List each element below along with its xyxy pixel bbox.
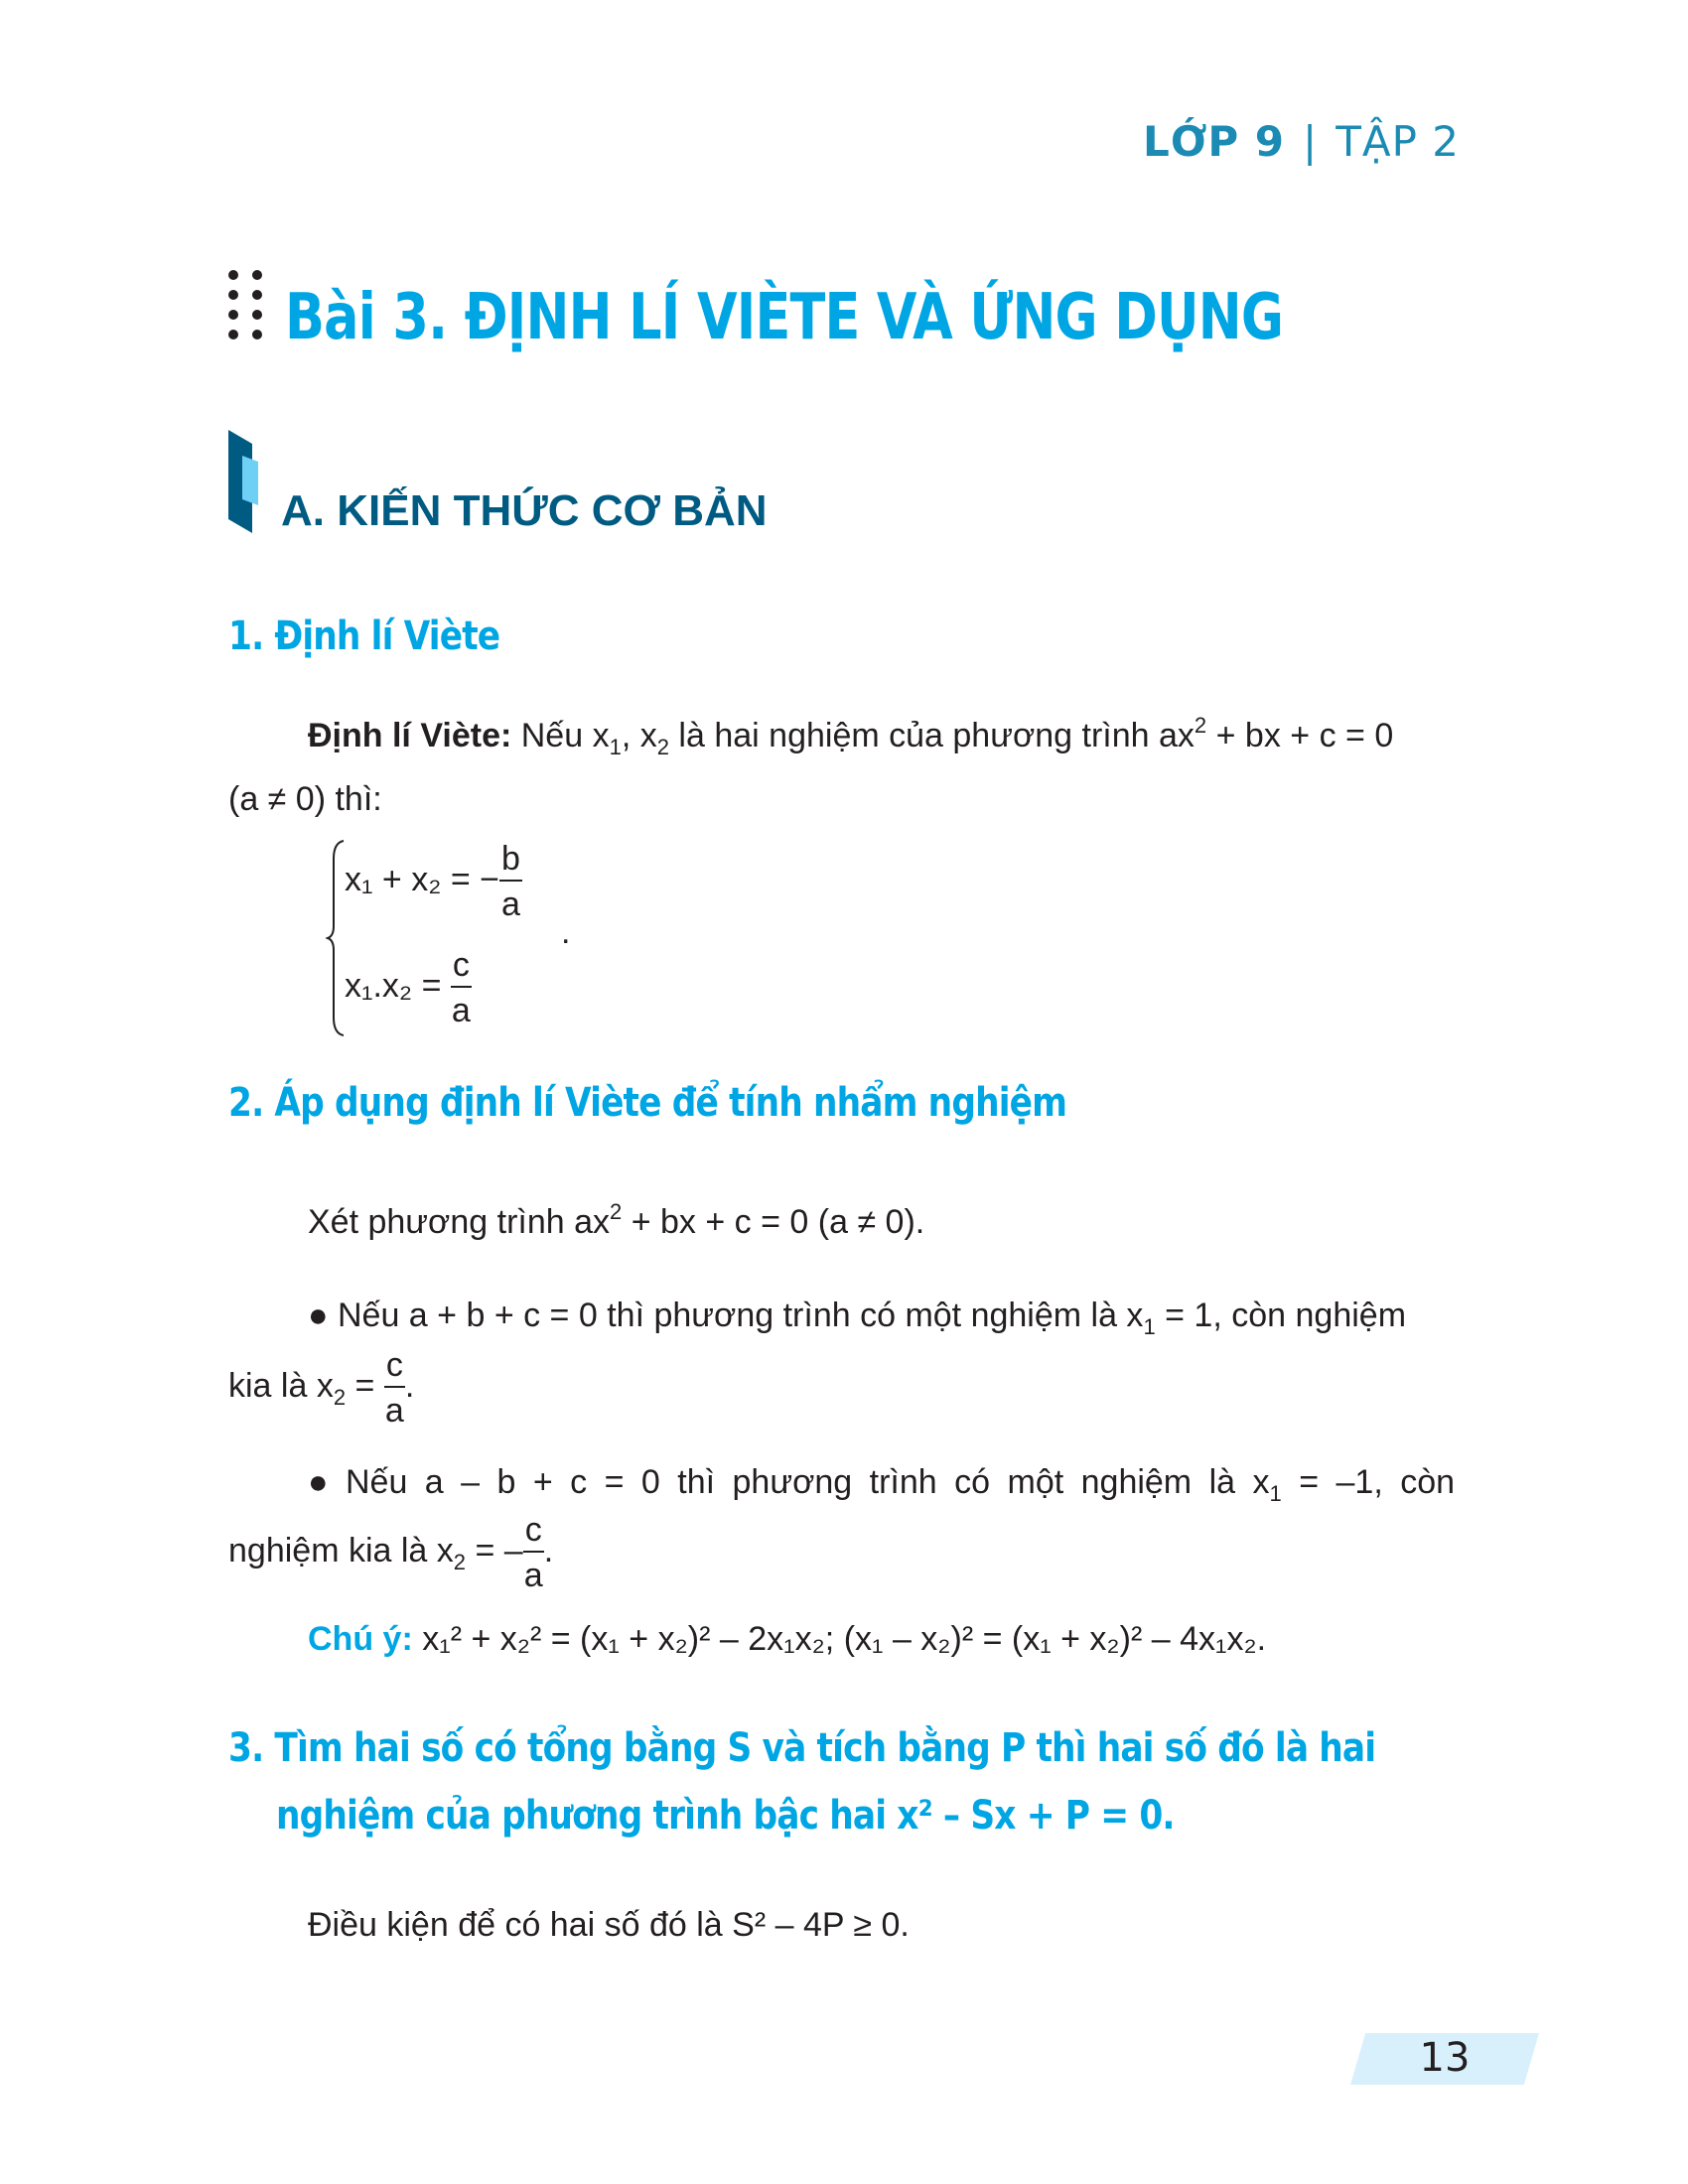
fraction xyxy=(523,1513,544,1592)
superscript: 2 xyxy=(1194,713,1207,738)
denominator: a xyxy=(451,992,471,1029)
denominator: a xyxy=(523,1557,543,1594)
theorem-condition: (a ≠ 0) thì: xyxy=(228,780,382,818)
viete-sum-equation xyxy=(345,842,522,921)
dots-icon xyxy=(228,270,268,349)
note-formula: x₁² + x₂² = (x₁ + x₂)² – 2x₁x₂; (x₁ – x₂)² = (x₁ + x₂)² – 4x₁x₂. xyxy=(422,1620,1267,1658)
bullet-text: nghiệm kia là x xyxy=(228,1531,454,1570)
theorem-text: + bx + c = 0 xyxy=(1206,717,1394,754)
bullet-2-line1 xyxy=(308,1463,1455,1507)
numerator: b xyxy=(499,842,522,882)
equation-lhs: x₁ + x₂ = − xyxy=(345,860,500,898)
bullet-text: = xyxy=(346,1366,384,1405)
header-separator: | xyxy=(1303,117,1319,166)
denominator: a xyxy=(384,1392,404,1430)
subscript: 1 xyxy=(1143,1314,1156,1339)
part3-heading-line1: 3. Tìm hai số có tổng bằng S và tích bằng P thì hai số đó là hai xyxy=(228,1725,1376,1771)
period: . xyxy=(543,1531,554,1570)
theorem-statement xyxy=(308,713,1393,760)
equation-lhs: x₁.x₂ = xyxy=(345,966,451,1005)
theorem-text: , x xyxy=(621,717,657,754)
intro-text: + bx + c = 0 (a ≠ 0). xyxy=(622,1203,925,1241)
part1-heading: 1. Định lí Viète xyxy=(228,614,500,659)
subscript: 2 xyxy=(333,1384,347,1410)
period: . xyxy=(404,1366,415,1405)
bullet-text: ● Nếu a + b + c = 0 thì phương trình có một nghiệm là x xyxy=(308,1297,1144,1334)
subscript: 2 xyxy=(656,735,669,759)
bullet-1-line2 xyxy=(228,1348,414,1428)
intro-text: Xét phương trình ax xyxy=(308,1203,611,1241)
viete-product-equation xyxy=(345,948,472,1027)
running-header xyxy=(1143,117,1460,166)
note xyxy=(308,1620,1266,1659)
part2-heading: 2. Áp dụng định lí Viète để tính nhẩm nghiệm xyxy=(228,1080,1067,1126)
section-marker-icon xyxy=(228,430,264,533)
part3-heading-line2: nghiệm của phương trình bậc hai x² – Sx + P = 0. xyxy=(276,1793,1175,1839)
theorem-label: Định lí Viète: xyxy=(308,717,512,754)
lesson-title: Bài 3. ĐỊNH LÍ VIÈTE VÀ ỨNG DỤNG xyxy=(285,281,1284,354)
volume-label: TẬP 2 xyxy=(1336,117,1460,166)
superscript: 2 xyxy=(610,1199,623,1224)
part3-condition: Điều kiện để có hai số đó là S² – 4P ≥ 0. xyxy=(308,1906,910,1944)
fraction xyxy=(499,842,522,921)
numerator: c xyxy=(451,948,472,988)
theorem-text: Nếu x xyxy=(520,717,610,754)
part2-intro xyxy=(308,1199,924,1242)
subscript: 2 xyxy=(453,1549,467,1574)
bullet-2-line2 xyxy=(228,1513,553,1592)
bullet-text: = 1, còn nghiệm xyxy=(1155,1297,1407,1334)
brace-icon xyxy=(326,839,346,1037)
system-end-dot: . xyxy=(561,913,571,951)
subscript: 1 xyxy=(1269,1481,1282,1506)
subscript: 1 xyxy=(609,735,622,759)
theorem-text: là hai nghiệm của phương trình ax xyxy=(668,717,1195,754)
page-number: 13 xyxy=(1419,2035,1471,2081)
bullet-1-line1 xyxy=(308,1297,1460,1340)
bullet-text: = –1, còn xyxy=(1281,1463,1456,1501)
fraction xyxy=(384,1348,405,1428)
denominator: a xyxy=(501,886,520,923)
section-a-title: A. KIẾN THỨC CƠ BẢN xyxy=(281,486,768,535)
numerator: c xyxy=(384,1348,405,1388)
fraction xyxy=(451,948,472,1027)
numerator: c xyxy=(523,1513,544,1553)
bullet-text: = – xyxy=(466,1531,523,1570)
bullet-text: ● Nếu a – b + c = 0 thì phương trình có một nghiệm là x xyxy=(308,1463,1270,1501)
bullet-text: kia là x xyxy=(228,1366,334,1405)
grade-label: LỚP 9 xyxy=(1142,117,1286,166)
note-label: Chú ý: xyxy=(308,1620,413,1658)
